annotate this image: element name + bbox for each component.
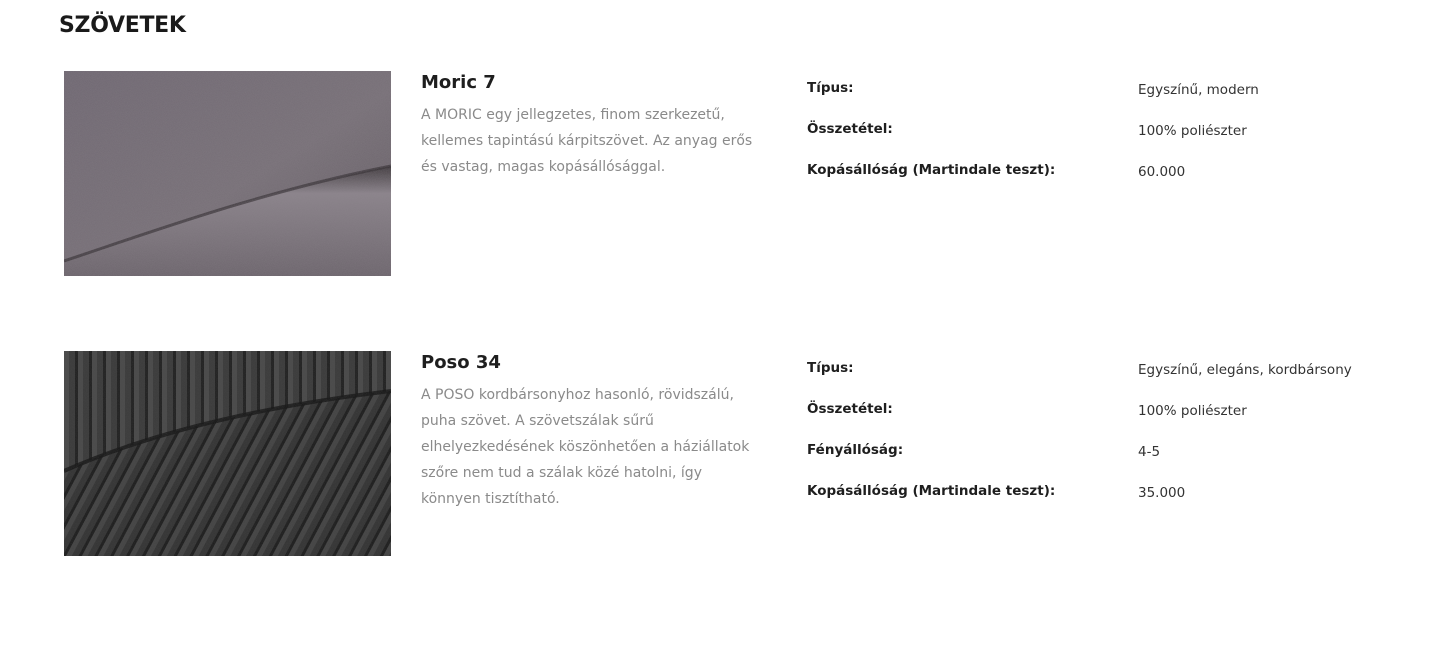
section-title: SZÖVETEK bbox=[59, 13, 186, 38]
spec-value: 100% poliészter bbox=[1138, 123, 1247, 139]
spec-row-abrasion bbox=[807, 483, 1407, 524]
fabric-swatch-image bbox=[64, 351, 391, 556]
spec-label: Fényállóság: bbox=[807, 442, 904, 458]
fabric-specs bbox=[807, 80, 1407, 203]
spec-value: 4-5 bbox=[1138, 444, 1161, 460]
fabric-name: Poso 34 bbox=[421, 352, 501, 373]
spec-label: Típus: bbox=[807, 80, 854, 96]
spec-label: Összetétel: bbox=[807, 121, 893, 137]
spec-row-type bbox=[807, 360, 1407, 401]
spec-label: Típus: bbox=[807, 360, 854, 376]
spec-value: 35.000 bbox=[1138, 485, 1186, 501]
fabric-swatch-image bbox=[64, 71, 391, 276]
fabric-name: Moric 7 bbox=[421, 72, 496, 93]
fabric-description: A POSO kordbársonyhoz hasonló, rövidszálú, puha szövet. A szövetszálak sűrű elhelyezkedésének köszönhetően a háziállatok szőre nem tud a szálak közé hatolni, így könnyen tisztítható. bbox=[421, 387, 750, 507]
spec-value: Egyszínű, modern bbox=[1138, 82, 1259, 98]
spec-label: Kopásállóság (Martindale teszt): bbox=[807, 483, 1056, 499]
spec-value: Egyszínű, elegáns, kordbársony bbox=[1138, 362, 1352, 378]
spec-label: Összetétel: bbox=[807, 401, 893, 417]
spec-row-abrasion bbox=[807, 162, 1407, 203]
spec-row-lightfastness bbox=[807, 442, 1407, 483]
spec-value: 60.000 bbox=[1138, 164, 1186, 180]
spec-row-type bbox=[807, 80, 1407, 121]
spec-label: Kopásállóság (Martindale teszt): bbox=[807, 162, 1056, 178]
fabric-specs bbox=[807, 360, 1407, 524]
spec-value: 100% poliészter bbox=[1138, 403, 1247, 419]
fabric-description: A MORIC egy jellegzetes, finom szerkezetű, kellemes tapintású kárpitszövet. Az anyag erős és vastag, magas kopásállósággal. bbox=[421, 107, 753, 175]
spec-row-composition bbox=[807, 401, 1407, 442]
spec-row-composition bbox=[807, 121, 1407, 162]
